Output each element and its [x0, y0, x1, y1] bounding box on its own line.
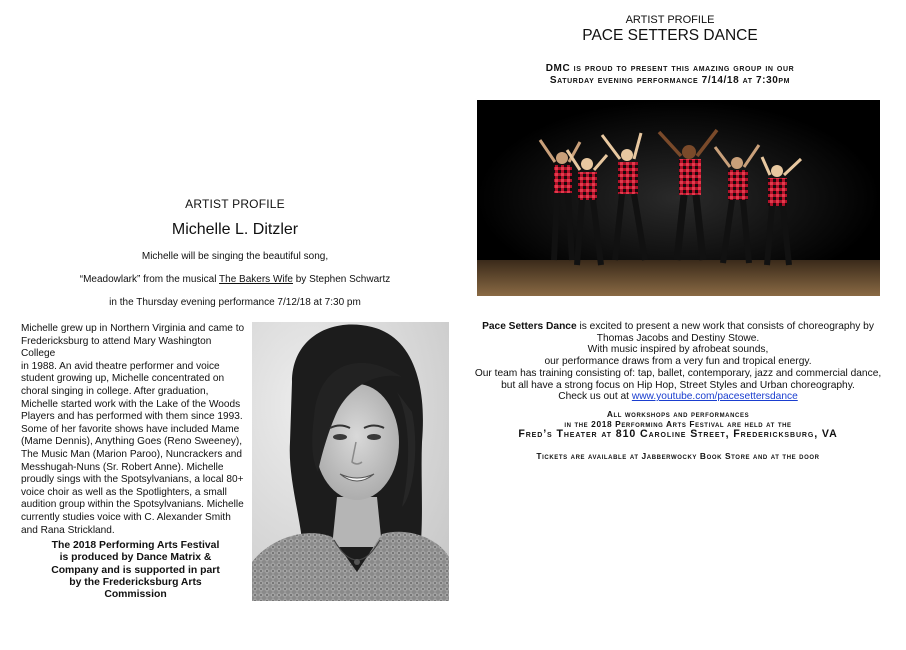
checkout-label: Check us out at — [558, 391, 632, 403]
left-profile-kicker: ARTIST PROFILE — [185, 197, 285, 211]
bio-line: voice choir as well as the Spotlighters, a small — [21, 486, 227, 498]
credit-line: The 2018 Performing Arts Festival — [51, 540, 220, 551]
right-header — [470, 14, 870, 87]
bio-line: Michelle started work with the Lake of the Woods — [21, 398, 241, 410]
bio-line: Michelle grew up in Northern Virginia and came to — [21, 323, 245, 334]
credit-line: Commission — [104, 589, 167, 601]
bio-line: The Music Man (Marion Paroo), Nuncrackers and — [21, 448, 243, 460]
bio-line: in 1988. An avid theatre performer and voice — [21, 360, 220, 372]
song-line — [20, 274, 450, 285]
credit-line: Company and is supported in part — [51, 564, 220, 576]
bio-line: Some of her favorite shows have included Mame — [21, 423, 240, 435]
left-header — [20, 197, 450, 308]
group-name: Pace Setters Dance — [482, 321, 577, 332]
description-text: is excited to present a new work that consists of choreography by — [576, 321, 874, 332]
bio-line: choral singing in college. After graduation, — [21, 385, 209, 397]
bio-line: Players and has performed with them since 1993. — [21, 411, 243, 423]
artist-bio — [21, 323, 246, 537]
artist-name: Michelle L. Ditzler — [171, 221, 299, 238]
musical-title: The Bakers Wife — [219, 274, 293, 285]
presents-announcement — [470, 63, 870, 87]
workshops-line: in the 2018 Performing Arts Festival are held at the — [564, 419, 792, 429]
bio-line: proudly sings with the Spotsylvanians, a local 80+ — [21, 474, 244, 486]
bio-line: student growing up, Michelle concentrated on — [21, 373, 225, 385]
description-line: Thomas Jacobs and Destiny Stowe. — [596, 332, 760, 344]
credit-line: by the Fredericksburg Arts — [69, 576, 202, 588]
bio-line: and Rana Strickland. — [21, 524, 115, 536]
bio-line: (Mame Dennis), Anything Goes (Reno Sweeney), — [21, 436, 243, 448]
tickets-info: Tickets are available at Jabberwocky Book Store and at the door — [536, 451, 820, 461]
workshops-line: All workshops and performances — [606, 409, 750, 419]
youtube-link[interactable]: www.youtube.com/pacesettersdance — [631, 391, 798, 403]
artist-portrait-photo — [252, 322, 449, 601]
festival-credit — [28, 540, 243, 601]
group-description — [470, 321, 886, 403]
performance-date: in the Thursday evening performance 7/12/18 at 7:30 pm — [109, 297, 361, 308]
bio-line: audition group within the Spotsylvanians. Michelle — [21, 499, 244, 511]
description-line: but all have a strong focus on Hip Hop, Street Styles and Urban choreography. — [501, 379, 855, 391]
description-line: Our team has training consisting of: tap, ballet, contemporary, jazz and commercial dance, — [474, 367, 882, 379]
song-title: “Meadowlark” from the musical — [79, 274, 220, 285]
dance-group-photo — [477, 100, 880, 296]
composer: by Stephen Schwartz — [292, 274, 391, 285]
right-profile-kicker: ARTIST PROFILE — [625, 14, 715, 26]
description-line: our performance draws from a very fun and tropical energy. — [544, 356, 812, 368]
bio-line: Fredericksburg to attend Mary Washington College — [21, 335, 212, 360]
credit-line: is produced by Dance Matrix & — [59, 552, 212, 564]
presents-line: Saturday evening performance 7/14/18 at 7:30pm — [549, 75, 791, 86]
description-line — [470, 321, 886, 333]
checkout-line — [470, 391, 886, 403]
presents-line: DMC is proud to present this amazing group in our — [545, 63, 795, 74]
venue-info — [470, 409, 886, 439]
bio-line: currently studies voice with C. Alexander Smith — [21, 511, 231, 523]
bio-line: Messhugah-Nuns (Sr. Robert Anne). Michelle — [21, 461, 224, 473]
group-title: PACE SETTERS DANCE — [582, 27, 758, 44]
venue-address: Fred’s Theater at 810 Caroline Street, Fredericksburg, VA — [518, 428, 838, 440]
description-line: With music inspired by afrobeat sounds, — [587, 344, 769, 356]
song-intro: Michelle will be singing the beautiful song, — [141, 251, 329, 262]
